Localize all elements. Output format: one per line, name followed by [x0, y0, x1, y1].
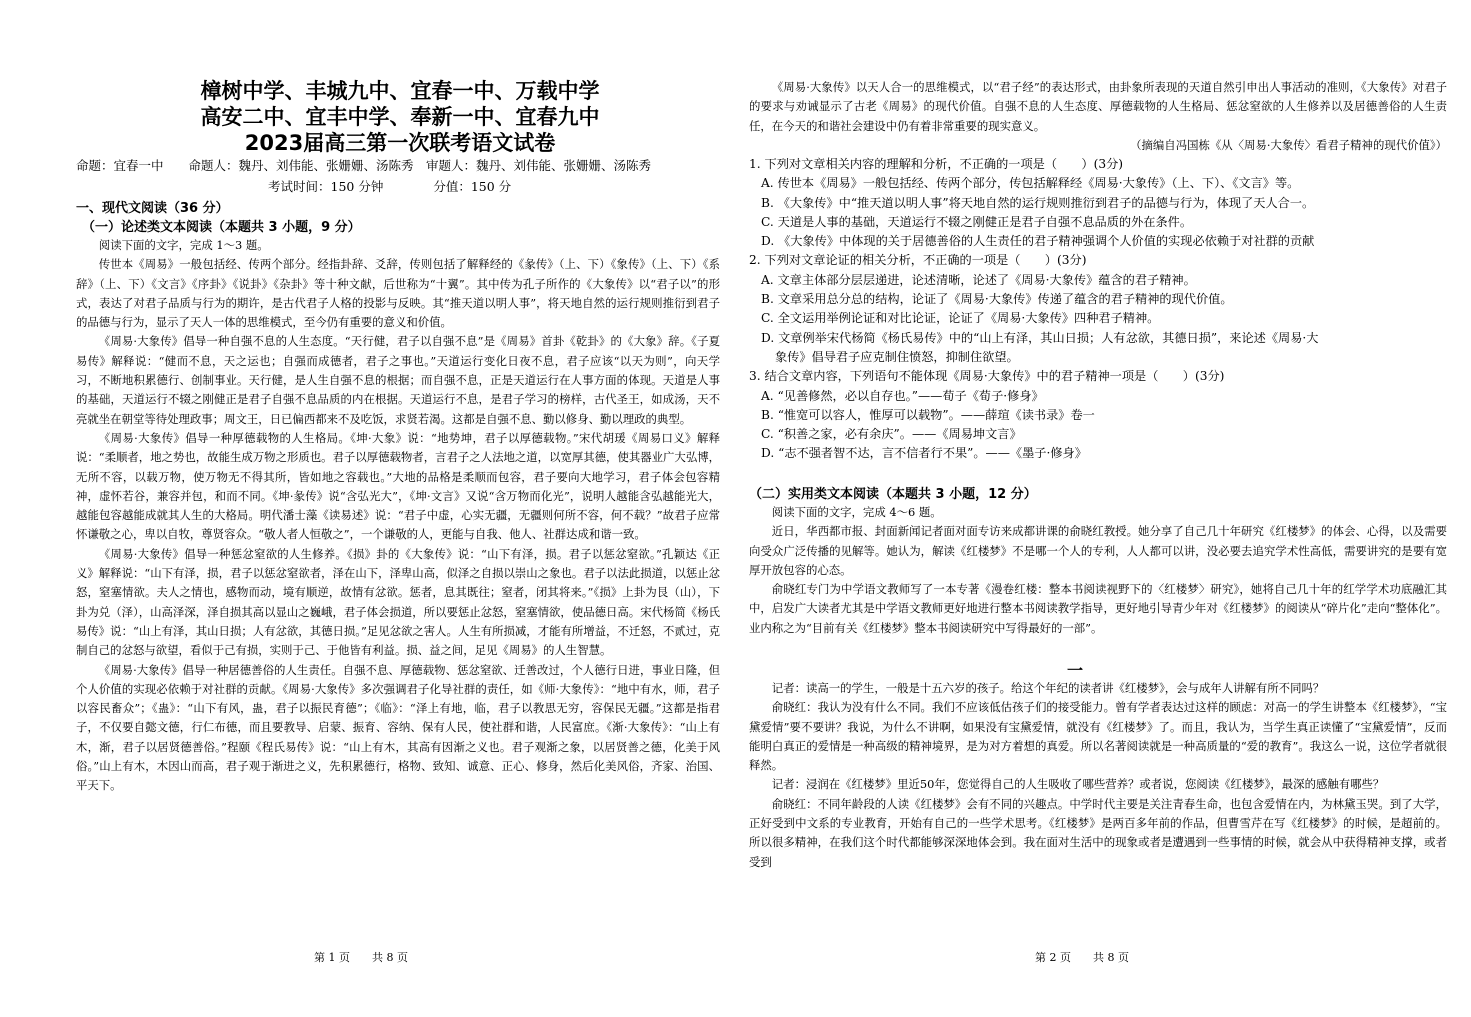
title-line-2: 高安二中、宜丰中学、奉新一中、宜春九中: [200, 105, 600, 129]
option: B. 文章采用总分总的结构，论证了《周易·大象传》传递了蕴含的君子精神的现代价值。: [761, 292, 1233, 307]
paragraph: 《周易·大象传》倡导一种厚德载物的人生格局。《坤·大象》说：“地势坤，君子以厚德载物。”宋代胡瑗《周易口义》解释说：“柔顺者，地之势也，故能生成万物之形质也。君子以厚德载物者，言君子之人法地之道，以宽厚其德，使其器业广大弘博，无所不容，以载万物，使万物无不得其所，皆如地之容载也。”大地的品格是柔顺而包容，君子要向大地学习，君子体会包容精神，虚怀若谷，兼容并包，和而不同。《坤·彖传》说“含弘光大”，《坤·文言》又说“含万物而化光”，说明人越能含弘越能光大，越能包容越能成就其人生的大格局。明代潘士藻《读易述》说：“君子中虚，心实无疆，无疆则何所不容，何不载？”故君子应常怀谦敬之心，卑以自牧，尊贤容众。“敬人者人恒敬之”，一个谦敬的人，更能与自我、他人、社群达成和谐一致。: [76, 430, 720, 542]
paragraph: 记者：浸润在《红楼梦》里近50年，您觉得自己的人生吸收了哪些营养？或者说，您阅读《红楼梦》，最深的感触有哪些？: [771, 777, 1385, 792]
paragraph: 俞晓红专门为中学语文教师写了一本专著《漫卷红楼：整本书阅读视野下的〈红楼梦〉研究》，她将自己几十年的红学学术功底融汇其中，启发广大读者尤其是中学语文教师更好地进行整本书阅读教学指导，更好地引导青少年对《红楼梦》的阅读从“碎片化”走向“整体化”。业内称之为“目前有关《红楼梦》整本书阅读研究中写得最好的一部”。: [749, 582, 1447, 635]
article-conclusion: [749, 78, 1447, 155]
questions-1-3: [749, 155, 1449, 464]
option: B. “惟宽可以容人，惟厚可以载物”。——薛瑄《读书录》卷一: [761, 407, 1095, 422]
option: C. 天道是人事的基础，天道运行不辍之刚健正是君子自强不息品质的外在条件。: [761, 214, 1193, 229]
page-1: [0, 0, 735, 1017]
subsection-2-title: （二）实用类文本阅读（本题共 3 小题，12 分）: [749, 487, 1037, 502]
paragraph: 记者：读高一的学生，一般是十五六岁的孩子。给这个年纪的读者讲《红楼梦》，会与成年人讲解有所不同吗？: [771, 681, 1325, 695]
page-2: [735, 0, 1471, 1017]
part-mark: 一: [1067, 661, 1084, 680]
option: D. 文章例举宋代杨简《杨氏易传》中的“山上有泽，其山日损；人有忿欲，其德日损”，来论述《周易·大: [761, 330, 1319, 345]
question-stem: 2. 下列对文章论证的相关分析，不正确的一项是（ ）(3分): [749, 253, 1087, 268]
paragraph: 俞晓红：不同年龄段的人读《红楼梦》会有不同的兴趣点。中学时代主要是关注青春生命，也包含爱情在内，为林黛玉哭。到了大学，正好受到中文系的专业教育，开始有自己的一些学术思考。《红楼梦》是两百多年前的作品，但曹雪芹在写《红楼梦》的时候，是超前的。所以很多精神，在我们这个时代都能够深深地体会到。我在面对生活中的现象或者是遭遇到一些事情的时候，就会从中获得精神支撑，或者受到: [749, 796, 1447, 869]
paragraph: 《周易·大象传》倡导一种自强不息的人生态度。“天行健，君子以自强不息”是《周易》首卦《乾卦》的《大象》辞。《子夏易传》解释说：“健而不息，天之运也；自强而成德者，君子之事也。”天道运行变化日夜不息，君子应该“以天为则”，向天学习，不断地积累德行、创制事业。天行健，是人生自强不息的根据；而自强不息，正是天道运行在人事方面的体现。天道是人事的基础，天道运行不辍之刚健正是君子自强不息品质的内在根据。天道运行不息，是君子学习的榜样，古代圣王，如成汤，天不亮就坐在朝堂等待处理政事；周文王，日已偏西都来不及吃饭，求贤若渴。这都是自强不息、勤以修身、勤以理政的典型。: [76, 334, 720, 426]
option-continued: 象传》倡导君子应克制住愤怒，抑制住欲望。: [775, 349, 1019, 364]
title-line-1: 樟树中学、丰城九中、宜春一中、万载中学: [200, 79, 600, 103]
option: D. “志不强者智不达，言不信者行不果”。——《墨子·修身》: [761, 446, 1087, 461]
section-1-title: 一、现代文阅读（36 分）: [76, 201, 229, 216]
interview-body: [749, 679, 1447, 872]
question-stem: 3. 结合文章内容，下列语句不能体现《周易·大象传》中的君子精神一项是（ ）(3分): [749, 369, 1225, 384]
instruction: 阅读下面的文字，完成 4～6 题。: [771, 505, 942, 519]
subsection-1-title: （一）论述类文本阅读（本题共 3 小题，9 分）: [82, 220, 361, 235]
option: D. 《大象传》中体现的关于居德善俗的人生责任的君子精神强调个人价值的实现必依赖于对社群的贡献: [761, 234, 1315, 249]
option: A. 文章主体部分层层递进，论述清晰，论述了《周易·大象传》蕴含的君子精神。: [761, 272, 1196, 287]
option: B. 《大象传》中“推天道以明人事”将天地自然的运行规则推衍到君子的品德与行为，体现了天人合一。: [761, 195, 1315, 210]
interview-intro: [749, 503, 1447, 638]
option: A. 传世本《周易》一般包括经、传两个部分，传包括解释经《周易·大象传》（上、下）、《文言》等。: [761, 176, 1300, 191]
page-footer-right: 第 2 页 共 8 页: [1035, 951, 1129, 964]
paragraph: 《周易·大象传》倡导一种居德善俗的人生责任。自强不息、厚德载物、惩忿窒欲、迁善改过，个人德行日进，事业日隆，但个人价值的实现必依赖于对社群的贡献。《周易·大象传》多次强调君子化导社群的责任，如《师·大象传》：“地中有水，师，君子以容民畜众”；《蛊》：“山下有风，蛊，君子以振民育德”；《临》：“泽上有地，临，君子以教思无穷，容保民无疆。”这都是指君子，不仅要自懿文德，行仁布德，而且要教导、启蒙、振育、容纳、保有人民，使社群和谐，人民富庶。《渐·大象传》：“山上有木，渐，君子以居贤德善俗。”程颐《程氏易传》说：“山上有木，其高有因渐之义也。君子观渐之象，以居贤善之德，化美于风俗。”山上有木，木因山而高，君子观于渐进之义，先积累德行，格物、致知、诚意、正心、修身，然后化美风俗，齐家、治国、平天下。: [76, 662, 720, 793]
paragraph: 俞晓红：我认为没有什么不同。我们不应该低估孩子们的接受能力。曾有学者表达过这样的顾虑：对高一的学生讲整本《红楼梦》，“宝黛爱情”要不要讲？我说，为什么不讲啊，如果没有宝黛爱情，就没有《红楼梦》了。而且，我认为，当学生真正读懂了“宝黛爱情”，反而能明白真正的爱情是一种高级的精神境界，是为对方着想的真爱。所以名著阅读就是一种高质量的“爱的教育”。我这么一说，这位学者就很释然。: [749, 700, 1447, 773]
paragraph: 传世本《周易》一般包括经、传两个部分。经指卦辞、爻辞，传则包括了解释经的《彖传》（上、下）《象传》（上、下）《系辞》（上、下）《文言》《序卦》《说卦》《杂卦》等十种文献，后世称为“十翼”。其中传为孔子所作的《大象传》以“君子以”的形式，表达了对君子品质与行为的期许，是古代君子人格的投影与反映。其“推天道以明人事”，将天地自然的运行规则推衍到君子的品德与行为，显示了天人一体的思维模式，至今仍有重要的意义和价值。: [76, 257, 720, 330]
paragraph: 《周易·大象传》以天人合一的思维模式，以“君子经”的表达形式，由卦象所表现的天道自然引申出人事活动的准则，《大象传》对君子的要求与劝诫显示了古老《周易》的现代价值。自强不息的人生态度、厚德载物的人生格局、惩忿窒欲的人生修养以及居德善俗的人生责任，在今天的和谐社会建设中仍有着非常重要的现实意义。: [749, 80, 1447, 133]
source-citation: （摘编自冯国栋《从〈周易·大象传〉看君子精神的现代价值》）: [1130, 137, 1447, 152]
credits: 命题：宜春一中 命题人：魏丹、刘伟能、张姗姗、汤陈秀 审题人：魏丹、刘伟能、张姗姗、汤陈秀: [76, 158, 652, 173]
paragraph: 近日，华西都市报、封面新闻记者面对面专访来成都讲课的俞晓红教授。她分享了自己几十年研究《红楼梦》的体会、心得，以及需要向受众广泛传播的见解等。她认为，解读《红楼梦》不是哪一个人的专利，人人都可以讲，没必要去追究学术性高低，需要讲究的是要有宽厚开放包容的心态。: [749, 524, 1447, 577]
exam-info: 考试时间：150 分钟 分值：150 分: [268, 179, 512, 194]
title-line-3: 2023届高三第一次联考语文试卷: [244, 131, 556, 155]
option: C. 全文运用举例论证和对比论证，论证了《周易·大象传》四种君子精神。: [761, 311, 1160, 326]
option: A. “见善修然，必以自存也。”——荀子《荀子·修身》: [761, 388, 1044, 403]
page-footer-left: 第 1 页 共 8 页: [314, 951, 408, 964]
option: C. “积善之家，必有余庆”。——《周易坤文言》: [761, 427, 1022, 442]
instruction: 阅读下面的文字，完成 1～3 题。: [98, 238, 269, 252]
question-stem: 1. 下列对文章相关内容的理解和分析，不正确的一项是（ ）(3分): [749, 157, 1124, 171]
article-body-left: [76, 236, 720, 796]
paragraph: 《周易·大象传》倡导一种惩忿窒欲的人生修养。《损》卦的《大象传》说：“山下有泽，损。君子以惩忿窒欲。”孔颖达《正义》解释说：“山下有泽，损，君子以惩忿窒欲者，泽在山下，泽卑山高，似泽之自损以崇山之象也。君子以法此损道，以惩止忿怒，窒塞情欲。夫人之情也，感物而动，境有顺逆，故情有忿欲。惩者，息其既往；窒者，闭其将来。”《损》上卦为艮（山），下卦为兑（泽），山高泽深，泽自损其高以显山之巍峨，君子体会损道，所以要惩止忿怒，窒塞情欲，使品德日高。宋代杨简《杨氏易传》说：“山上有泽，其山日损；人有忿欲，其德日损。”足见忿欲之害人。人生有所损减，才能有所增益，不迁怒，不贰过，克制自己的忿怒与欲望，看似于己有损，实则于己、于他皆有利益。损、益之间，足见《周易》的人生智慧。: [76, 546, 720, 658]
